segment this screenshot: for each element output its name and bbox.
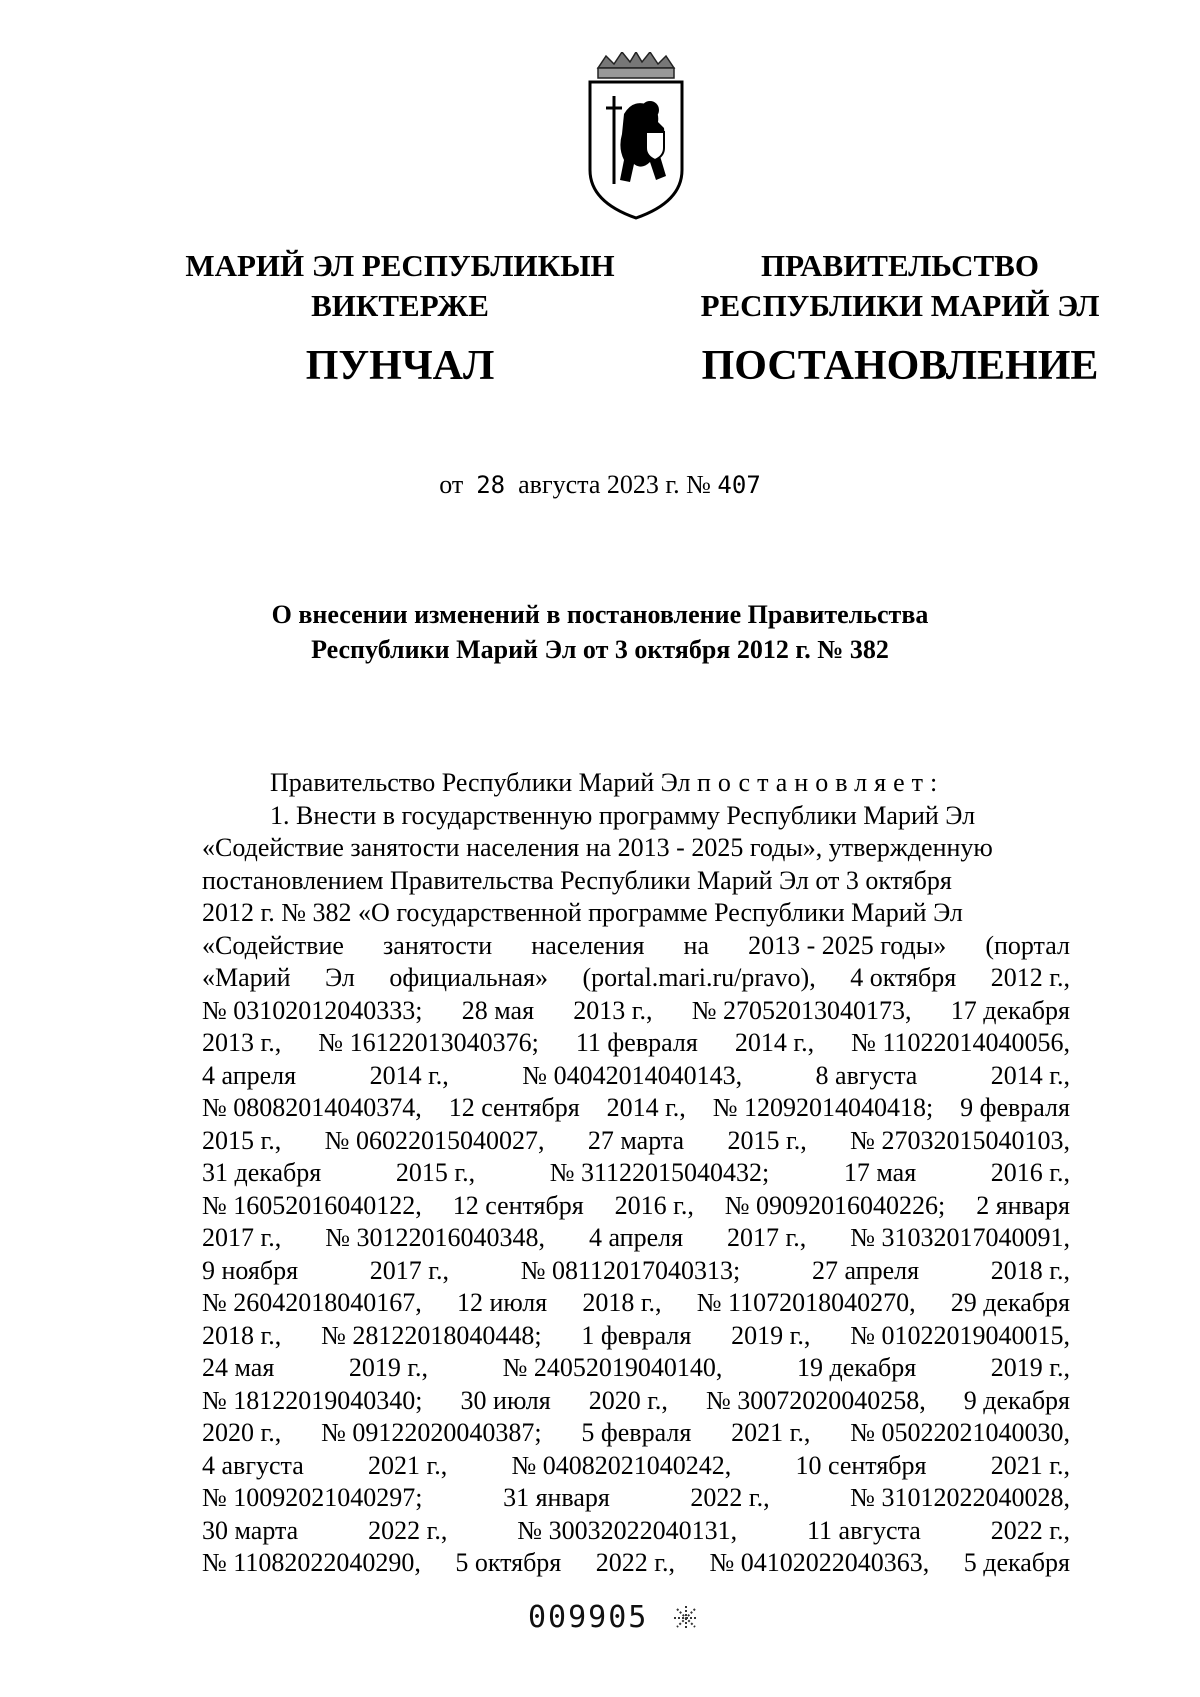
body-line: [202, 1222, 1070, 1255]
body-line: [202, 800, 1070, 833]
body-word: 2014 г.,: [734, 1028, 815, 1057]
body-line: [202, 897, 1070, 930]
document-title-line1: О внесении изменений в постановление Правительства: [271, 600, 929, 629]
body-line: [202, 1320, 1070, 1353]
body-line: [202, 1027, 1070, 1060]
body-line: [202, 962, 1070, 995]
header-right-doc-type: ПОСТАНОВЛЕНИЕ: [701, 343, 1099, 389]
body-line: [202, 1417, 1070, 1450]
document-number: 407: [717, 471, 761, 499]
body-word: 29 декабря: [950, 1288, 1070, 1317]
body-line: [202, 832, 1070, 865]
body-word: № 16122013040376;: [318, 1028, 539, 1057]
body-word: (портал: [985, 930, 1070, 960]
body-line: [202, 1352, 1070, 1385]
body-word: 2018 г.,: [202, 1320, 282, 1350]
serial-number: 009905: [528, 1600, 649, 1635]
body-word: № 08082014040374,: [202, 1093, 422, 1122]
body-intro: [202, 767, 1070, 800]
coat-of-arms-icon: [580, 52, 692, 222]
body-word: населения: [531, 930, 645, 960]
body-lines: [202, 800, 1070, 1580]
body-word: № 04042014040143,: [522, 1060, 743, 1090]
body-line: [202, 1125, 1070, 1158]
body-word: № 24052019040140,: [502, 1353, 723, 1382]
body-line: [202, 1060, 1070, 1093]
body-word: 2017 г.,: [202, 1223, 282, 1252]
body-word: 5 декабря: [963, 1548, 1070, 1577]
body-word: 1. Внести в государственную программу Республики Марий Эл: [270, 800, 976, 830]
body-line: [202, 1547, 1070, 1580]
body-word: 2019 г.,: [348, 1353, 429, 1382]
body-word: 2016 г.,: [614, 1190, 694, 1220]
body-word: 9 февраля: [960, 1093, 1070, 1122]
body-word: № 11022014040056,: [851, 1028, 1070, 1057]
body-word: 2012 г. № 382 «О государственной программе Республики Марий Эл: [202, 898, 963, 927]
body-word: 2014 г.,: [369, 1060, 449, 1090]
body-word: Эл: [325, 963, 355, 992]
header-left-line2: ВИКТЕРЖЕ: [311, 288, 489, 323]
body-word: № 12092014040418;: [712, 1093, 934, 1122]
body-word: № 09122020040387;: [321, 1418, 542, 1447]
body-word: 17 декабря: [950, 995, 1070, 1025]
body-line: [202, 1450, 1070, 1483]
body-word: № 11082022040290,: [202, 1548, 421, 1577]
body-word: 2021 г.,: [990, 1450, 1070, 1480]
document-title-line2: Республики Марий Эл от 3 октября 2012 г. № 382: [311, 635, 889, 664]
body-word: 2013 г.,: [573, 995, 653, 1025]
body-word: № 27052013040173,: [691, 995, 912, 1025]
body-word: № 06022015040027,: [324, 1125, 545, 1155]
body-word: 2015 г.,: [202, 1125, 282, 1155]
body-word: № 31032017040091,: [850, 1223, 1070, 1252]
body-word: 10 сентября: [795, 1450, 927, 1480]
header-right: [660, 246, 1140, 392]
body-line: [202, 865, 1070, 898]
body-word: 2014 г.,: [606, 1093, 686, 1122]
body-word: № 03102012040333;: [202, 995, 423, 1025]
body-word: 11 августа: [807, 1515, 921, 1545]
body-word: 9 ноября: [202, 1255, 299, 1285]
body-word: 27 марта: [587, 1125, 685, 1155]
body-word: 12 сентября: [452, 1190, 584, 1220]
body-word: 4 октября: [850, 963, 957, 992]
body-line: [202, 1287, 1070, 1320]
body-line: [202, 1482, 1070, 1515]
body-word: 2015 г.,: [395, 1158, 476, 1187]
body-word: 4 апреля: [202, 1060, 297, 1090]
body-word: 2022 г.,: [690, 1483, 770, 1512]
document-title: [150, 597, 1050, 667]
date-middle: августа 2023 г. №: [518, 470, 711, 499]
body-word: № 30072020040258,: [705, 1385, 926, 1415]
body-word: 5 октября: [455, 1548, 562, 1577]
body-word: 2018 г.,: [582, 1288, 662, 1317]
body-word: 4 апреля: [588, 1223, 684, 1252]
date-line: [0, 470, 1200, 500]
body-word: 2015 г.,: [727, 1125, 807, 1155]
body-line: [202, 1157, 1070, 1190]
date-prefix: от: [439, 470, 464, 499]
body-word: 2019 г.,: [731, 1320, 811, 1350]
body-word: 2018 г.,: [990, 1255, 1070, 1285]
body-word: занятости: [383, 930, 493, 960]
body-word: 28 мая: [461, 995, 535, 1025]
header-left: [160, 246, 640, 392]
body-word: 4 августа: [202, 1450, 304, 1480]
body-word: № 04082021040242,: [511, 1450, 732, 1480]
body-word: № 08112017040313;: [520, 1255, 741, 1285]
body-line: [202, 1515, 1070, 1548]
body-word: 11 февраля: [575, 1028, 698, 1057]
body-word: 2021 г.,: [731, 1418, 811, 1447]
body-word: № 31122015040432;: [549, 1158, 770, 1187]
body-word: № 01022019040015,: [850, 1320, 1070, 1350]
body-word: 12 июля: [457, 1288, 548, 1317]
body-word: 12 сентября: [448, 1093, 580, 1122]
body-word: официальная»: [389, 963, 548, 992]
body-word: 2 января: [976, 1190, 1070, 1220]
body-word: 2013 г.,: [202, 1028, 282, 1057]
body-word: 2013 - 2025 годы»: [748, 930, 947, 960]
body-word: № 31012022040028,: [850, 1483, 1070, 1512]
body-word: № 10092021040297;: [202, 1483, 423, 1512]
body-word: 30 июля: [460, 1385, 551, 1415]
body-word: «Содействие занятости населения на 2013 - 2025 годы», утвержденную: [202, 833, 993, 862]
body-word: № 27032015040103,: [850, 1125, 1070, 1155]
body-word: № 26042018040167,: [202, 1288, 422, 1317]
body-word: 31 декабря: [202, 1158, 322, 1187]
asterisk-mark-icon: [672, 1604, 700, 1632]
body-line: [202, 1190, 1070, 1223]
body-word: на: [683, 930, 709, 960]
body-word: № 05022021040030,: [850, 1418, 1070, 1447]
body-word: 30 марта: [202, 1515, 299, 1545]
body-word: 31 января: [503, 1483, 610, 1512]
body-word: 24 мая: [202, 1353, 275, 1382]
body-word: 2016 г.,: [990, 1158, 1070, 1187]
body-line: [202, 1385, 1070, 1418]
date-day: 28: [476, 471, 506, 499]
body-word: 2017 г.,: [369, 1255, 449, 1285]
body-word: 1 февраля: [581, 1320, 692, 1350]
body-word: 19 декабря: [796, 1353, 917, 1382]
body-word: 2020 г.,: [588, 1385, 668, 1415]
body-word: 27 апреля: [811, 1255, 920, 1285]
body-word: № 30032022040131,: [517, 1515, 738, 1545]
body-line: [202, 1255, 1070, 1288]
body-word: «Марий: [202, 963, 291, 992]
body-word: № 30122016040348,: [325, 1223, 545, 1252]
body-word: 2017 г.,: [727, 1223, 807, 1252]
body-word: 2019 г.,: [990, 1353, 1070, 1382]
body-word: 8 августа: [815, 1060, 918, 1090]
body-word: 2020 г.,: [202, 1418, 282, 1447]
header-right-line1: ПРАВИТЕЛЬСТВО: [761, 248, 1039, 283]
body-word: 2022 г.,: [595, 1548, 675, 1577]
body-word: постановлением Правительства Республики Марий Эл от 3 октября: [202, 865, 952, 895]
body-word: № 18122019040340;: [202, 1385, 423, 1415]
body-word: «Содействие: [202, 930, 344, 960]
body-word: № 11072018040270,: [696, 1288, 916, 1317]
body-word: 2014 г.,: [990, 1060, 1070, 1090]
document-body: [202, 767, 1070, 1580]
header-left-doc-type: ПУНЧАЛ: [305, 343, 495, 389]
body-line: [202, 930, 1070, 963]
body-word: № 09092016040226;: [724, 1190, 946, 1220]
body-word: 2022 г.,: [990, 1515, 1070, 1545]
body-word: № 04102022040363,: [709, 1548, 930, 1577]
body-word: 5 февраля: [581, 1418, 692, 1447]
body-word: 2012 г.,: [990, 963, 1070, 992]
body-word: (portal.mari.ru/pravo),: [582, 963, 816, 992]
header-right-line2: РЕСПУБЛИКИ МАРИЙ ЭЛ: [700, 288, 1100, 323]
body-intro-prefix: Правительство Республики Марий Эл: [270, 768, 697, 797]
body-word: 17 мая: [843, 1158, 917, 1187]
body-line: [202, 995, 1070, 1028]
body-word: 2022 г.,: [368, 1515, 448, 1545]
header-left-line1: МАРИЙ ЭЛ РЕСПУБЛИКЫН: [185, 248, 615, 283]
body-intro-spaced: постановляет:: [696, 768, 945, 797]
body-word: № 28122018040448;: [321, 1320, 542, 1350]
body-word: 2021 г.,: [367, 1450, 448, 1480]
body-word: № 16052016040122,: [202, 1190, 422, 1220]
body-line: [202, 1092, 1070, 1125]
body-word: 9 декабря: [963, 1385, 1070, 1415]
